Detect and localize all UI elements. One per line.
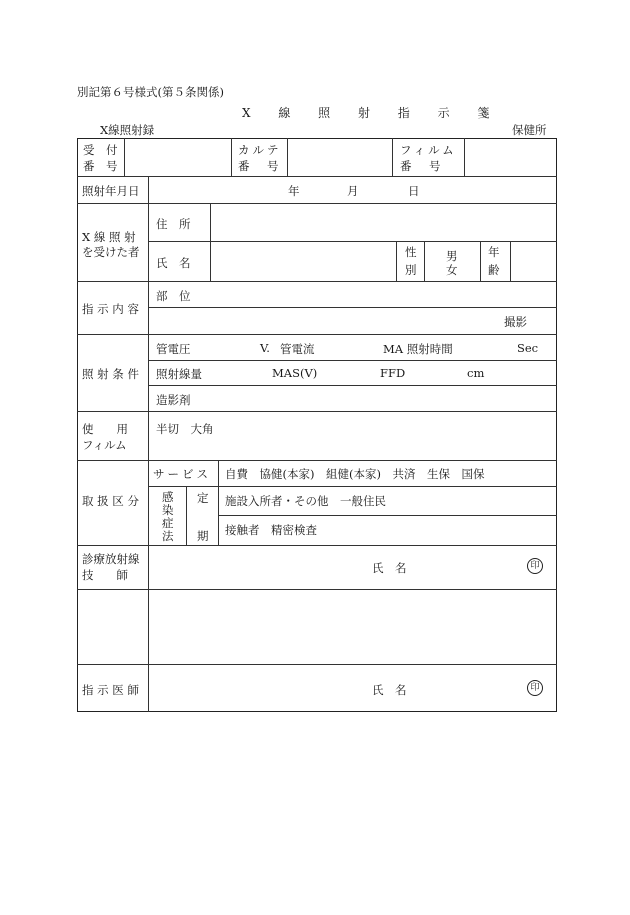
day-label: 日 <box>408 184 420 198</box>
tube-current-label: 管電流 <box>280 342 315 356</box>
col-divider <box>186 486 187 545</box>
col-divider <box>464 138 465 176</box>
col-divider <box>392 138 393 176</box>
film-number-label: フィルム <box>400 143 457 157</box>
infection-law-char-3: 症 <box>162 516 174 530</box>
voltage-unit: V. <box>260 341 270 355</box>
contact-option: 接触者 精密検査 <box>225 523 317 537</box>
col-divider <box>510 241 511 281</box>
inner-divider <box>218 515 557 516</box>
technician-name-label: 氏 名 <box>372 561 407 575</box>
body-part-label: 部 位 <box>156 289 191 303</box>
tube-voltage-label: 管電圧 <box>156 342 191 356</box>
service-label: サービス <box>153 467 211 481</box>
mas-unit: MAS(V) <box>272 366 318 380</box>
remarks-area[interactable] <box>148 589 557 664</box>
film-sizes: 半切 大角 <box>156 422 214 436</box>
cm-unit: cm <box>467 366 485 380</box>
infection-law-char-2: 染 <box>162 503 174 517</box>
row-divider <box>77 664 557 665</box>
conditions-label: 照 射 条 件 <box>82 367 139 381</box>
service-options: 自費 協健(本家) 組健(本家) 共済 生保 国保 <box>225 467 485 481</box>
exposure-time-label: MA 照射時間 <box>383 342 453 356</box>
provision-label-bottom: 期 <box>197 529 209 543</box>
form-title: X 線 照 射 指 示 箋 <box>242 106 502 120</box>
col-divider <box>231 138 232 176</box>
row-divider <box>77 460 557 461</box>
seconds-unit: Sec <box>517 341 539 355</box>
radiography-label: 撮影 <box>504 315 527 329</box>
film-used-label-2: フィルム <box>82 438 127 452</box>
instruction-label: 指 示 内 容 <box>82 302 139 316</box>
col-divider <box>396 241 397 281</box>
inner-divider <box>148 360 557 361</box>
technician-label: 診療放射線 <box>82 552 140 566</box>
age-label-2: 齢 <box>488 263 500 277</box>
age-label: 年 <box>488 245 500 259</box>
row-divider <box>77 411 557 412</box>
chart-number-label-2: 番 号 <box>238 159 282 173</box>
patient-label-2: を受けた者 <box>82 245 140 259</box>
sex-label: 性 <box>405 245 417 259</box>
doctor-seal: 印 <box>527 680 543 696</box>
category-label: 取 扱 区 分 <box>82 494 139 508</box>
female-option[interactable]: 女 <box>446 263 458 277</box>
receipt-number-label: 受 付 <box>83 143 118 157</box>
film-number-label-2: 番 号 <box>400 159 444 173</box>
infection-law-char-4: 法 <box>162 529 174 543</box>
film-used-label: 使 用 <box>82 422 128 436</box>
year-label: 年 <box>288 184 300 198</box>
receipt-number-label-2: 番 号 <box>83 159 118 173</box>
col-divider <box>210 203 211 281</box>
row-divider <box>77 176 557 177</box>
name-label: 氏 名 <box>156 256 191 270</box>
ffd-label: FFD <box>380 366 406 380</box>
address-label: 住 所 <box>156 217 191 231</box>
month-label: 月 <box>347 184 359 198</box>
provision-label-top: 定 <box>197 491 209 505</box>
inner-divider <box>148 486 557 487</box>
col-divider <box>480 241 481 281</box>
col-divider <box>424 241 425 281</box>
form-reference: 別記第６号様式(第５条関係) <box>77 85 224 99</box>
col-divider <box>218 460 219 545</box>
doctor-label: 指 示 医 師 <box>82 683 139 697</box>
infection-law-char-1: 感 <box>162 490 174 504</box>
col-divider <box>124 138 125 176</box>
col-divider <box>148 664 149 712</box>
row-divider <box>77 203 557 204</box>
inner-divider <box>148 385 557 386</box>
male-option[interactable]: 男 <box>446 249 458 263</box>
contrast-agent-label: 造影剤 <box>156 393 191 407</box>
health-center-caption: 保健所 <box>512 123 547 137</box>
row-divider <box>77 281 557 282</box>
xray-record-caption: X線照射録 <box>100 123 155 137</box>
col-divider <box>287 138 288 176</box>
sex-label-2: 別 <box>405 263 417 277</box>
irradiation-date-label: 照射年月日 <box>82 184 140 198</box>
row-divider <box>77 334 557 335</box>
dose-label: 照射線量 <box>156 367 202 381</box>
chart-number-label: カルテ <box>238 143 282 157</box>
row-divider <box>77 545 557 546</box>
facility-option: 施設入所者・その他 一般住民 <box>225 494 386 508</box>
doctor-name-label: 氏 名 <box>372 683 407 697</box>
technician-seal: 印 <box>527 558 543 574</box>
technician-label-2: 技 師 <box>82 568 128 582</box>
inner-divider <box>148 307 557 308</box>
patient-label: X 線 照 射 <box>82 230 136 244</box>
